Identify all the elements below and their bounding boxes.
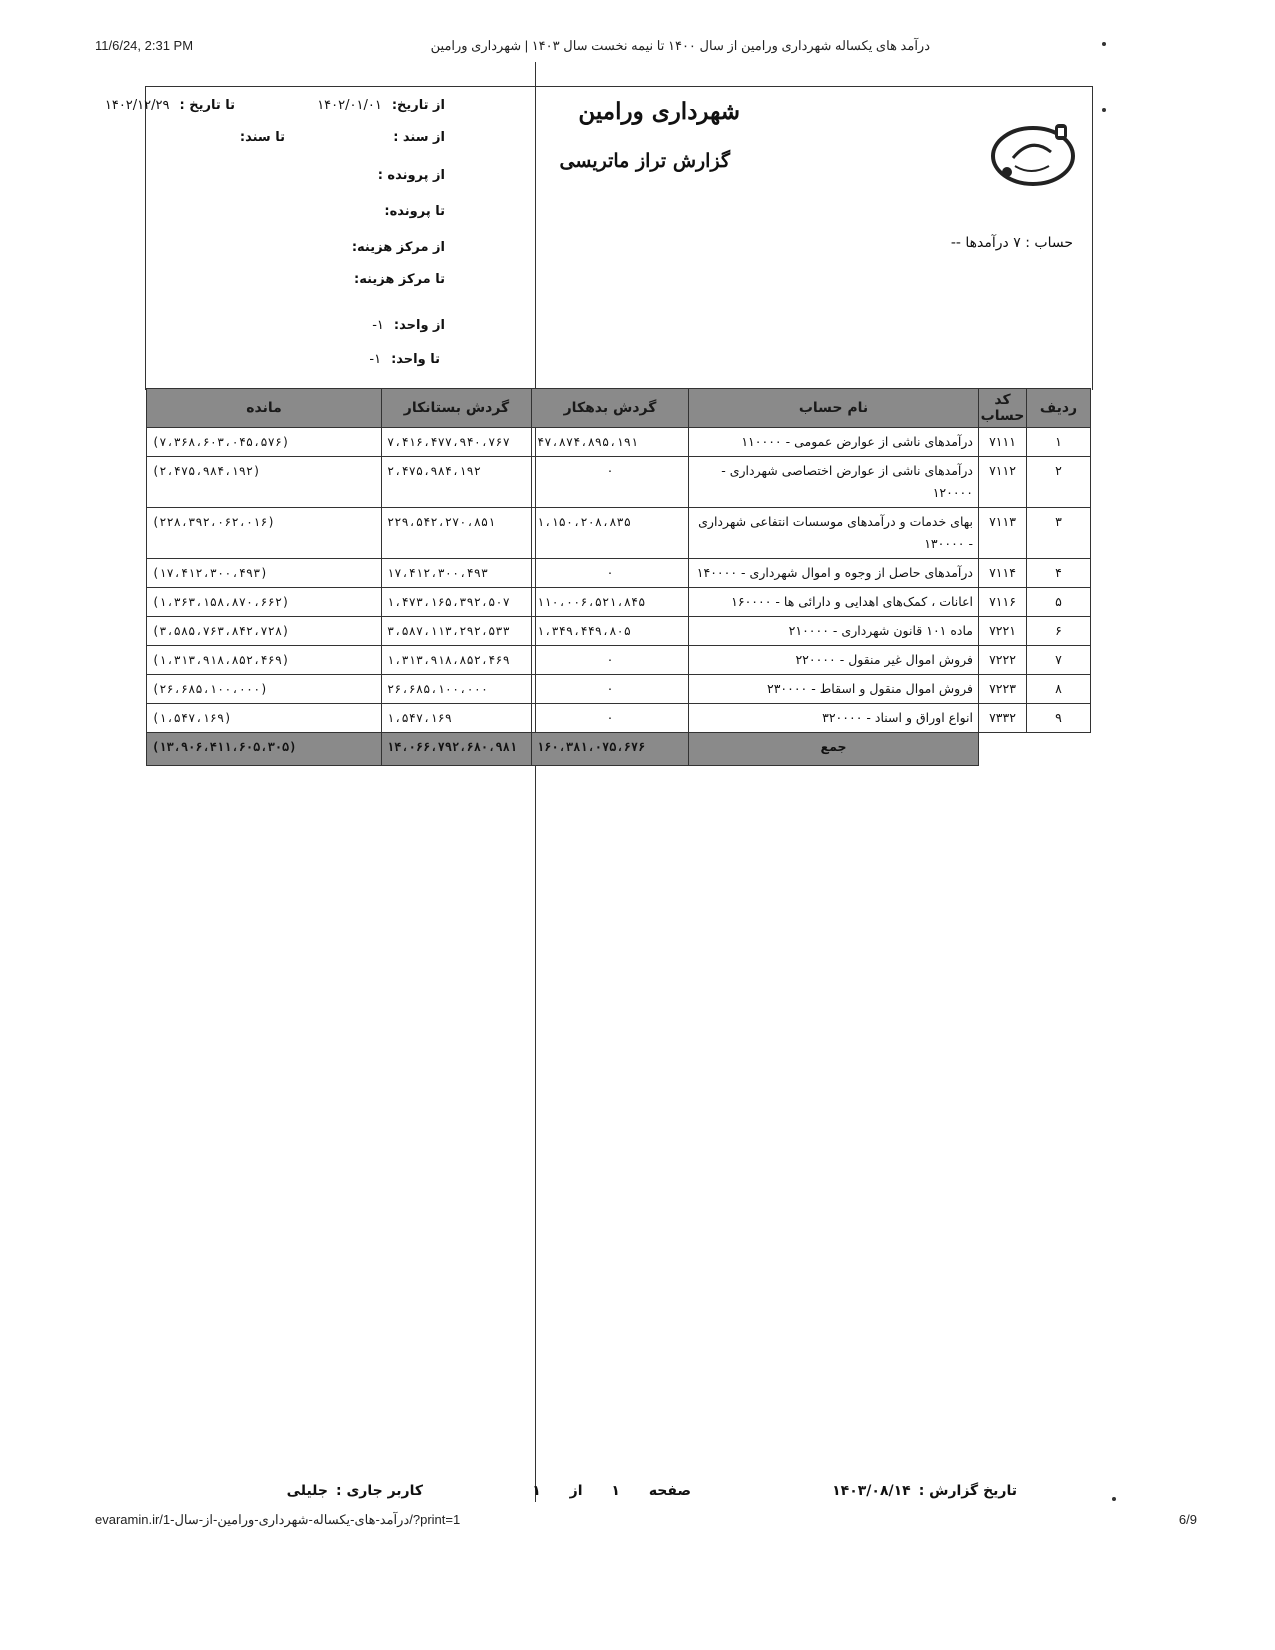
row-number-cell: ۴ <box>1027 559 1091 588</box>
balance-cell: (۳،۵۸۵،۷۶۳،۸۴۲،۷۲۸) <box>147 617 382 646</box>
municipality-logo <box>985 112 1085 192</box>
credit-cell: ۳،۵۸۷،۱۱۳،۲۹۲،۵۳۳ <box>382 617 532 646</box>
page-url: evaramin.ir/1-درآمد-های-یکساله-شهرداری-ورامین-از-سال/?print=1 <box>95 1512 461 1527</box>
from-unit: از واحد:۱- <box>372 318 445 333</box>
debit-cell: ۰ <box>532 675 689 704</box>
account-code-cell: ۷۲۲۳ <box>979 675 1027 704</box>
account-name-cell: فروش اموال منقول و اسقاط - ۲۳۰۰۰۰ <box>689 675 979 704</box>
row-number-cell: ۹ <box>1027 704 1091 733</box>
balance-cell: (۷،۳۶۸،۶۰۳،۰۴۵،۵۷۶) <box>147 428 382 457</box>
col-header-credit: گردش بستانکار <box>382 389 532 428</box>
table-row <box>147 704 1091 733</box>
row-number-cell: ۵ <box>1027 588 1091 617</box>
account-code-cell: ۷۱۱۳ <box>979 508 1027 559</box>
logo-seal-icon <box>985 112 1085 192</box>
credit-cell: ۲،۴۷۵،۹۸۴،۱۹۲ <box>382 457 532 508</box>
row-number-cell: ۲ <box>1027 457 1091 508</box>
col-header-account-code: کد حساب <box>979 389 1027 428</box>
account-code-cell: ۷۱۱۴ <box>979 559 1027 588</box>
account-value: ۷ درآمدها -- <box>950 235 1021 251</box>
row-number-cell: ۱ <box>1027 428 1091 457</box>
page-heading: درآمد های یکساله شهرداری ورامین از سال ۱۴۰۰ تا نیمه نخست سال ۱۴۰۳ | شهرداری ورامین <box>430 38 930 53</box>
table-row <box>147 646 1091 675</box>
total-label-cell: جمع <box>689 733 979 766</box>
account-code-cell: ۷۲۲۱ <box>979 617 1027 646</box>
from-doc: از سند : <box>393 130 445 145</box>
table-body <box>147 428 1091 766</box>
balance-cell: (۲،۴۷۵،۹۸۴،۱۹۲) <box>147 457 382 508</box>
table-row <box>147 508 1091 559</box>
debit-cell: ۱،۳۴۹،۴۴۹،۸۰۵ <box>532 617 689 646</box>
credit-cell: ۱،۵۴۷،۱۶۹ <box>382 704 532 733</box>
scan-speck <box>1112 1497 1116 1501</box>
account-name-cell: بهای خدمات و درآمدهای موسسات انتفاعی شهرداری - ۱۳۰۰۰۰ <box>689 508 979 559</box>
table-row <box>147 559 1091 588</box>
col-header-row-number: ردیف <box>1027 389 1091 428</box>
debit-cell: ۰ <box>532 704 689 733</box>
from-file: از پرونده : <box>377 168 445 183</box>
table-row <box>147 588 1091 617</box>
balance-cell: (۱،۵۴۷،۱۶۹) <box>147 704 382 733</box>
total-credit-cell: ۱۴،۰۶۶،۷۹۲،۶۸۰،۹۸۱ <box>382 733 532 766</box>
print-datetime: 11/6/24, 2:31 PM <box>95 38 194 53</box>
account-code-cell: ۷۲۲۲ <box>979 646 1027 675</box>
to-doc: تا سند: <box>239 130 285 145</box>
debit-cell: ۴۷،۸۷۴،۸۹۵،۱۹۱ <box>532 428 689 457</box>
debit-cell: ۱،۱۵۰،۲۰۸،۸۳۵ <box>532 508 689 559</box>
credit-cell: ۱،۳۱۳،۹۱۸،۸۵۲،۴۶۹ <box>382 646 532 675</box>
account-label: حساب : <box>1025 235 1073 251</box>
account-name-cell: اعانات ، کمک‌های اهدایی و دارائی ها - ۱۶۰۰۰۰ <box>689 588 979 617</box>
balance-cell: (۲۲۸،۳۹۲،۰۶۲،۰۱۶) <box>147 508 382 559</box>
account-name-cell: انواع اوراق و اسناد - ۳۲۰۰۰۰ <box>689 704 979 733</box>
credit-cell: ۲۶،۶۸۵،۱۰۰،۰۰۰ <box>382 675 532 704</box>
row-number-cell: ۸ <box>1027 675 1091 704</box>
account-code-cell: ۷۱۱۲ <box>979 457 1027 508</box>
empty-cell <box>1027 733 1091 766</box>
credit-cell: ۲۲۹،۵۴۲،۲۷۰،۸۵۱ <box>382 508 532 559</box>
total-balance-cell: (۱۳،۹۰۶،۴۱۱،۶۰۵،۳۰۵) <box>147 733 382 766</box>
col-header-balance: مانده <box>147 389 382 428</box>
debit-cell: ۱۱۰،۰۰۶،۵۲۱،۸۴۵ <box>532 588 689 617</box>
balance-cell: (۱،۳۶۳،۱۵۸،۸۷۰،۶۶۲) <box>147 588 382 617</box>
page-indicator: صفحه ۱ از ۱ <box>532 1483 691 1499</box>
account-name-cell: درآمدهای حاصل از وجوه و اموال شهرداری - ۱۴۰۰۰۰ <box>689 559 979 588</box>
total-row <box>147 733 1091 766</box>
to-cost-center: تا مرکز هزینه: <box>354 272 445 287</box>
credit-cell: ۷،۴۱۶،۴۷۷،۹۴۰،۷۶۷ <box>382 428 532 457</box>
table-row <box>147 428 1091 457</box>
debit-cell: ۰ <box>532 457 689 508</box>
table-row <box>147 457 1091 508</box>
report-title: گزارش تراز ماتریسی <box>559 150 730 172</box>
empty-cell <box>979 733 1027 766</box>
from-cost-center: از مرکز هزینه: <box>351 240 445 255</box>
report-date: تاریخ گزارش :۱۴۰۳/۰۸/۱۴ <box>832 1483 1017 1499</box>
account-code-cell: ۷۱۱۶ <box>979 588 1027 617</box>
table-row <box>147 675 1091 704</box>
debit-cell: ۰ <box>532 646 689 675</box>
to-file: تا پرونده: <box>384 204 445 219</box>
row-number-cell: ۳ <box>1027 508 1091 559</box>
scan-speck <box>1102 108 1106 112</box>
credit-cell: ۱۷،۴۱۲،۳۰۰،۴۹۳ <box>382 559 532 588</box>
to-unit: تا واحد:۱- <box>369 352 440 367</box>
col-header-debit: گردش بدهکار <box>532 389 689 428</box>
scan-speck <box>1102 42 1106 46</box>
credit-cell: ۱،۴۷۳،۱۶۵،۳۹۲،۵۰۷ <box>382 588 532 617</box>
print-page-count: 6/9 <box>1178 1512 1197 1527</box>
organization-name: شهرداری ورامین <box>578 98 740 125</box>
row-number-cell: ۶ <box>1027 617 1091 646</box>
scan-fold-line <box>535 62 536 1502</box>
debit-cell: ۰ <box>532 559 689 588</box>
row-number-cell: ۷ <box>1027 646 1091 675</box>
table-row <box>147 617 1091 646</box>
to-date: تا تاریخ :۱۴۰۲/۱۲/۲۹ <box>104 98 235 113</box>
account-code-cell: ۷۱۱۱ <box>979 428 1027 457</box>
total-debit-cell: ۱۶۰،۳۸۱،۰۷۵،۶۷۶ <box>532 733 689 766</box>
balance-cell: (۲۶،۶۸۵،۱۰۰،۰۰۰) <box>147 675 382 704</box>
account-name-cell: ماده ۱۰۱ قانون شهرداری - ۲۱۰۰۰۰ <box>689 617 979 646</box>
current-user: کاربر جاری :جلیلی <box>286 1483 423 1499</box>
account-line <box>951 235 1073 251</box>
trial-balance-table <box>146 388 1091 766</box>
account-name-cell: فروش اموال غیر منقول - ۲۲۰۰۰۰ <box>689 646 979 675</box>
balance-cell: (۱۷،۴۱۲،۳۰۰،۴۹۳) <box>147 559 382 588</box>
account-name-cell: درآمدهای ناشی از عوارض عمومی - ۱۱۰۰۰۰ <box>689 428 979 457</box>
account-code-cell: ۷۳۳۲ <box>979 704 1027 733</box>
table-header-row <box>147 389 1091 428</box>
balance-cell: (۱،۳۱۳،۹۱۸،۸۵۲،۴۶۹) <box>147 646 382 675</box>
from-date: از تاریخ:۱۴۰۲/۰۱/۰۱ <box>317 98 445 113</box>
col-header-account-name: نام حساب <box>689 389 979 428</box>
account-name-cell: درآمدهای ناشی از عوارض اختصاصی شهرداری - ۱۲۰۰۰۰ <box>689 457 979 508</box>
